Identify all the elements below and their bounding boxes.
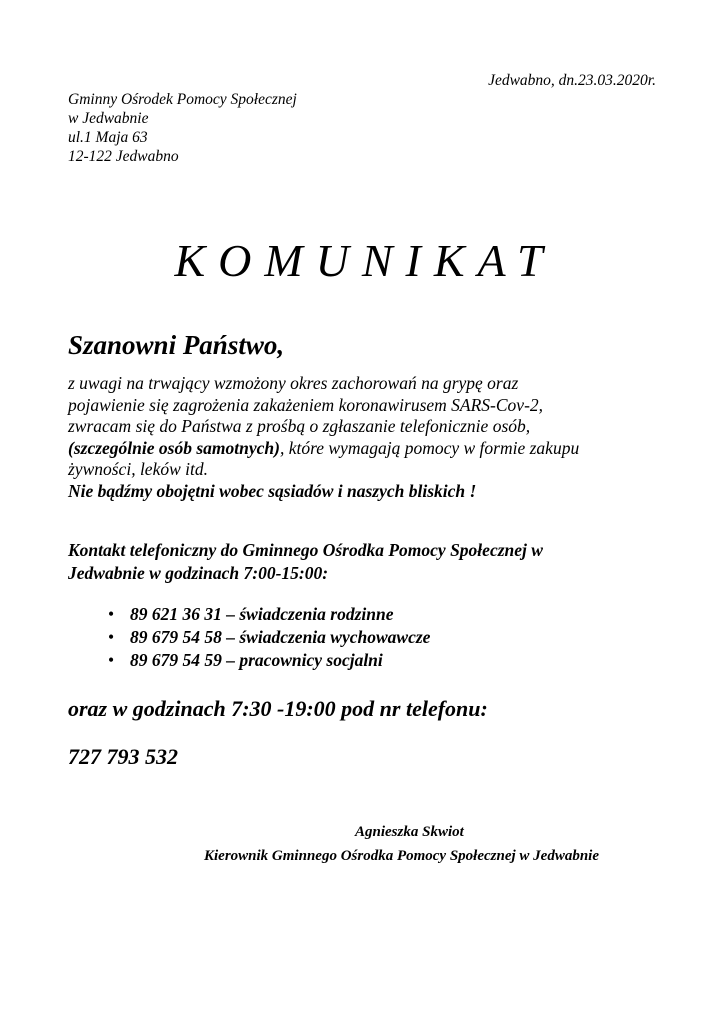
contact-heading <box>68 539 543 584</box>
emphasis-text: (szczególnie osób samotnych) <box>68 437 280 458</box>
phone-item <box>108 626 430 649</box>
bullet-icon: • <box>108 627 115 647</box>
sender-line: Gminny Ośrodek Pomocy Społecznej <box>68 91 297 108</box>
body-line: pojawienie się zagrożenia zakażeniem koronawirusem SARS-Cov-2, <box>68 394 544 415</box>
phone-item <box>108 649 430 672</box>
bullet-icon: • <box>108 650 115 670</box>
document-date: Jedwabno, dn.23.03.2020r. <box>488 72 656 89</box>
appeal-text: Nie bądźmy obojętni wobec sąsiadów i naszych bliskich ! <box>68 480 477 501</box>
body-text <box>68 373 579 502</box>
evening-hours-text: oraz w godzinach 7:30 -19:00 pod nr telefonu: <box>68 696 488 721</box>
phone-item-text: 89 679 54 59 – pracownicy socjalni <box>130 650 383 670</box>
greeting: Szanowni Państwo, <box>68 330 285 360</box>
body-line-rest: , które wymagają pomocy w formie zakupu <box>279 437 580 458</box>
bullet-icon: • <box>108 604 115 624</box>
phone-item-text: 89 621 36 31 – świadczenia rodzinne <box>130 604 394 624</box>
sender-line: ul.1 Maja 63 <box>68 129 148 146</box>
document-title: KOMUNIKAT <box>174 235 556 286</box>
sender-line: 12-122 Jedwabno <box>68 148 179 165</box>
hotline-number: 727 793 532 <box>68 744 178 769</box>
phone-item-text: 89 679 54 58 – świadczenia wychowawcze <box>130 627 431 647</box>
body-line <box>68 438 579 460</box>
signature-name: Agnieszka Skwiot <box>355 824 464 840</box>
contact-line: Kontakt telefoniczny do Gminnego Ośrodka Pomocy Społecznej w <box>68 540 543 560</box>
phone-item <box>108 603 430 626</box>
contact-line: Jedwabnie w godzinach 7:00-15:00: <box>68 562 329 583</box>
sender-line: w Jedwabnie <box>68 110 149 127</box>
body-line: zwracam się do Państwa z prośbą o zgłaszanie telefonicznie osób, <box>68 416 531 436</box>
phone-list <box>108 603 430 672</box>
body-line: z uwagi na trwający wzmożony okres zachorowań na grypę oraz <box>68 373 519 393</box>
sender-address <box>68 90 297 166</box>
signature-title: Kierownik Gminnego Ośrodka Pomocy Społecznej w Jedwabnie <box>204 848 600 864</box>
body-line: żywności, leków itd. <box>68 459 208 479</box>
